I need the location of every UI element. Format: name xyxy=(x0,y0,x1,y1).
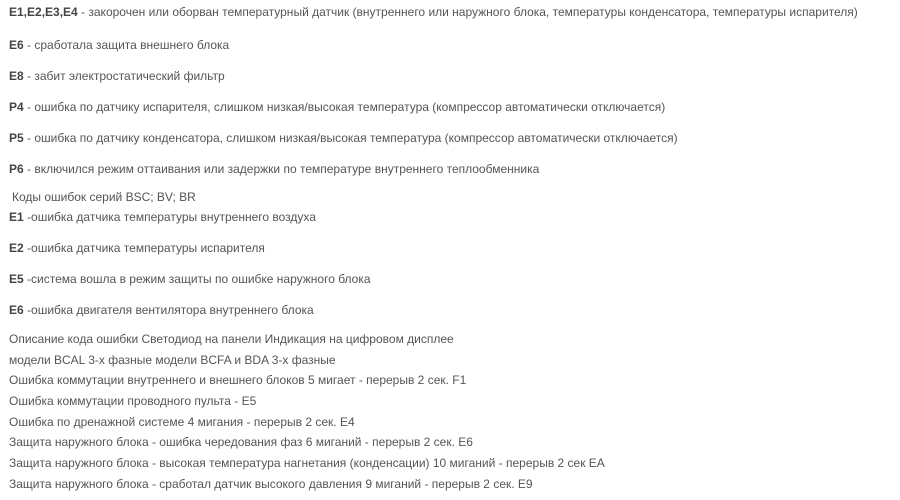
description-line: модели BCAL 3-х фазные модели BCFA и BDA 3-х фазные xyxy=(9,352,336,367)
error-description: -ошибка датчика температуры внутреннего воздуха xyxy=(23,210,316,224)
error-description: - забит электростатический фильтр xyxy=(23,69,225,83)
error-description: - ошибка по датчику конденсатора, слишком низкая/высокая температура (компрессор автоматически отключается) xyxy=(23,131,678,145)
description-line: Защита наружного блока - сработал датчик высокого давления 9 миганий - перерыв 2 сек. Е9 xyxy=(9,476,533,491)
error-code-entry xyxy=(9,33,897,64)
error-description: - закорочен или оборван температурный датчик (внутреннего или наружного блока, температуры конденсатора, температуры испарителя) xyxy=(77,5,858,19)
error-code: E1,E2,E3,E4 xyxy=(9,5,78,19)
error-code-entry xyxy=(9,298,897,329)
article-content xyxy=(9,0,897,495)
error-code: P4 xyxy=(9,100,24,114)
error-code: E8 xyxy=(9,69,24,83)
error-code-entry xyxy=(9,95,897,126)
error-code: P5 xyxy=(9,131,24,145)
error-code-entry xyxy=(9,157,897,188)
error-code: E6 xyxy=(9,303,24,317)
error-code-entry xyxy=(9,267,897,298)
error-description: -система вошла в режим защиты по ошибке наружного блока xyxy=(23,272,371,286)
description-line: Защита наружного блока - ошибка чередования фаз 6 миганий - перерыв 2 сек. Е6 xyxy=(9,435,473,450)
description-line: Ошибка по дренажной системе 4 мигания - перерыв 2 сек. Е4 xyxy=(9,414,355,429)
error-description: -ошибка датчика температуры испарителя xyxy=(23,241,265,255)
error-code: E1 xyxy=(9,210,24,224)
description-line: Защита наружного блока - высокая температура нагнетания (конденсации) 10 миганий - перерыв 2 сек ЕА xyxy=(9,456,605,471)
error-code-entry xyxy=(9,236,897,267)
error-code: E2 xyxy=(9,241,24,255)
error-code-entry xyxy=(9,0,897,33)
error-code: P6 xyxy=(9,162,24,176)
series-heading: Коды ошибок серий BSC; BV; BR xyxy=(12,190,196,204)
description-line: Ошибка коммутации проводного пульта - Е5 xyxy=(9,394,257,409)
error-description: - ошибка по датчику испарителя, слишком низкая/высокая температура (компрессор автоматически отключается) xyxy=(23,100,666,114)
error-code-entry xyxy=(9,64,897,95)
description-line: Ошибка коммутации внутреннего и внешнего блоков 5 мигает - перерыв 2 сек. F1 xyxy=(9,373,467,388)
error-code: E5 xyxy=(9,272,24,286)
error-description: - сработала защита внешнего блока xyxy=(23,38,230,52)
description-line: Описание кода ошибки Светодиод на панели Индикация на цифровом дисплее xyxy=(9,332,454,346)
error-description: - включился режим оттаивания или задержки по температуре внутреннего теплообменника xyxy=(23,162,540,176)
error-code-entry xyxy=(9,126,897,157)
error-code: E6 xyxy=(9,38,24,52)
error-description: -ошибка двигателя вентилятора внутреннего блока xyxy=(23,303,314,317)
error-code-entry xyxy=(9,205,897,236)
